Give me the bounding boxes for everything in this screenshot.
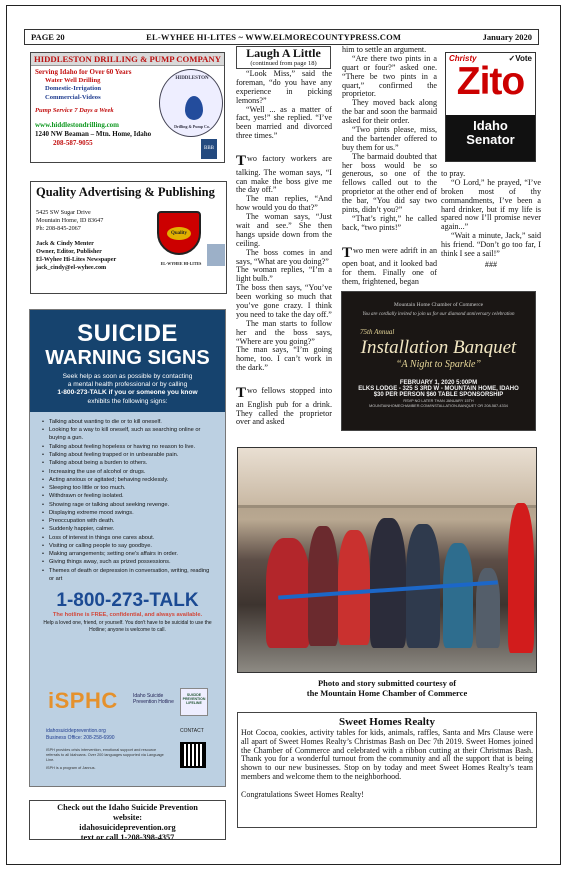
para-dropcap [342, 244, 437, 287]
bbb-badge-icon: BBB [201, 139, 217, 159]
warning-sign-item: • Acting anxious or agitated; behaving recklessly. [44, 476, 215, 484]
article-column-2 [342, 46, 437, 287]
ribbon-cutting-photo [237, 447, 537, 673]
issue-date: January 2020 [482, 32, 532, 42]
hiddleston-logo [159, 69, 223, 137]
newspaper-name: El-Wyhee Hi-Lites Newspaper [36, 256, 117, 264]
quality-address-2: Mountain Home, ID 83647 [36, 217, 104, 225]
banquet-price: $30 PER PERSON $60 TABLE SPONSORSHIP [373, 392, 504, 398]
intro-line-4: exhibits the following signs: [87, 397, 168, 405]
contact-logo: CONTACT [180, 728, 204, 734]
banquet-contact[interactable]: MOUNTAINHOMECHAMBER.COM/INSTALLATION-BANQUET OR 208-587-4334 [369, 404, 508, 408]
warning-sign-item: • Looking for a way to kill oneself, such as searching online or buying a gun. [44, 426, 215, 443]
sweet-homes-article [237, 712, 537, 828]
sweet-homes-congrats: Congratulations Sweet Homes Realty! [241, 789, 364, 799]
quality-advertising-ad [30, 181, 227, 294]
article-column-3 [441, 170, 541, 270]
caption-line-1: Photo and story submitted courtesy of [317, 678, 457, 688]
prevention-line-1: Check out the Idaho Suicide Prevention [57, 803, 198, 812]
service-pump: Pump Service 7 Days a Week [35, 107, 114, 115]
para: “That’s right,” he called back, “two pints!” [342, 213, 437, 232]
intro-line-2: a mental health professional or by calling [67, 381, 188, 389]
dropcap: T [236, 385, 247, 402]
publication-title: EL-WYHEE HI-LITES ~ WWW.ELMORECOUNTYPRESS.COM [146, 32, 402, 42]
prevention-box [29, 800, 226, 840]
banquet-subtitle: “A Night to Sparkle” [395, 359, 482, 370]
sweet-homes-body: Hot Cocoa, cookies, activity tables for kids, animals, raffles, Santa and Mrs Clause were all apart of Sweet Homes Realty’s Christmas Bash on Dec 7th 2019. Sweet Homes joined the Chamber of Commerce and celebrated with a ribbon cutting at their Christmas Bash. Thank you for a wonderful turnout from the community and all the support that is being shown to our new businesses. Stop on by today and meet Sweet Homes Realty’s team members and welcome them to the neighborhood. [241, 728, 533, 782]
page-number: PAGE 20 [31, 32, 65, 42]
quality-email[interactable]: jack_cindy@el-wyhee.com [36, 264, 107, 272]
para-text: wo factory workers are talking. The woman says, “I can make the boss give me the day off.” [236, 154, 332, 195]
para: “Well ... as a matter of fact, yes!” she replied. “I’ve been married and divorced three times.” [236, 104, 332, 141]
hiddleston-phone: 208-587-9055 [53, 138, 93, 147]
para-text: wo fellows stopped into an English pub for a drink. They called the proprietor over and asked [236, 386, 332, 427]
elwyhee-logo: EL-WYHEE HI-LITES [160, 261, 202, 266]
person [338, 530, 370, 645]
vote-check-icon: ✓Vote [508, 54, 532, 63]
hiddleston-website[interactable]: www.hiddlestondrilling.com [35, 120, 120, 129]
prevention-phone: text or call 1-208-398-4357 [80, 832, 175, 840]
para-dropcap [236, 387, 332, 427]
para: The woman replies, “I’m a light bulb.” [236, 265, 332, 284]
service-domestic: Domestic-Irrigation [45, 85, 102, 93]
banquet-location: ELKS LODGE - 325 S 3RD W - MOUNTAIN HOME, IDAHO [358, 386, 519, 392]
isphc-logo: iSPHC [48, 688, 118, 713]
laugh-heading-box [236, 46, 331, 69]
suicide-intro [34, 373, 221, 406]
sweet-homes-title: Sweet Homes Realty [339, 716, 435, 728]
hotline-number[interactable]: 1-800-273-TALK [56, 590, 199, 612]
santa [508, 503, 534, 653]
hiddleston-title: HIDDLESTON DRILLING & PUMP COMPANY [31, 53, 224, 66]
banquet-ad [341, 291, 536, 431]
para-dropcap [236, 155, 332, 195]
warning-sign-item: • Sleeping too little or too much. [44, 484, 215, 492]
para: The man starts to follow her and the boss says, “Where are you going?” [236, 318, 332, 346]
para: The man replies, “And how would you do that?” [236, 194, 332, 213]
quality-shield-icon [157, 211, 201, 255]
hiddleston-address: 1240 NW Beaman – Mtn. Home, Idaho [35, 129, 152, 138]
para-text: wo men were adrift in an open boat, and it looked bad for them. Finally one of them, frightened, began [342, 245, 437, 286]
isphc-fineprint [46, 748, 166, 771]
hotline-help: Help a loved one, friend, or yourself. You don't have to be suicidal to use the Hotline; anyone is welcome to call. [43, 620, 212, 633]
isphc-office: Business Office: 208-258-6990 [46, 734, 115, 741]
zito-firstname: Christy [449, 54, 477, 63]
para: “Two pints please, miss, and the bartender offered to buy them for us.” [342, 125, 437, 152]
para: to pray. [441, 169, 466, 178]
quality-phone: Ph: 208-845-2067 [36, 225, 81, 233]
intro-line-3: 1-800-273-TALK if you or someone you know [57, 389, 198, 397]
article-column-1 [236, 70, 332, 427]
warning-sign-item: • Showing rage or talking about seeking revenge. [44, 501, 215, 509]
laugh-continued: (continued from page 18) [250, 60, 317, 68]
warning-sign-item: • Preoccupation with death. [44, 517, 215, 525]
para: The woman says, “Just wait and see.” She then hangs upside down from the ceiling. [236, 212, 332, 248]
warning-signs-list [30, 412, 225, 583]
water-drop-icon [185, 96, 203, 120]
warning-sign-item: • Visiting or calling people to say goodbye. [44, 542, 215, 550]
zito-office: Senator [466, 131, 515, 147]
warning-sign-item: • Making arrangements; setting one's affairs in order. [44, 550, 215, 558]
prevention-line-2: website: [112, 812, 143, 822]
warning-sign-item: • Withdrawn or feeling isolated. [44, 492, 215, 500]
article-end: ### [484, 259, 498, 269]
banquet-date: FEBRUARY 1, 2020 5:00PM [399, 380, 478, 386]
hiddleston-ad [30, 52, 225, 163]
shield-label: Quality [167, 227, 191, 240]
photo-caption [237, 678, 537, 698]
page-header [24, 29, 539, 45]
warning-sign-item: • Suddenly happier, calmer. [44, 525, 215, 533]
para: The man says, “I’m going home, too. I can’t work in the dark.” [236, 345, 332, 373]
banquet-title: Installation Banquet [360, 337, 517, 358]
isphc-web [46, 728, 115, 741]
suicide-warning-ad [29, 309, 226, 787]
warning-sign-item: • Themes of death or depression in conversation, writing, reading or art [44, 567, 215, 584]
lifeline-logo: SUICIDE PREVENTION LIFELINE [180, 688, 208, 716]
warning-sign-item: • Displaying extreme mood swings. [44, 509, 215, 517]
para: him to settle an argument. [342, 45, 427, 54]
person [370, 518, 406, 648]
para: The boss then says, “You’ve been working so much that you’ve gone crazy. I think you need to take the day off.” [236, 283, 332, 319]
para: “Wait a minute, Jack,” said his friend. “Don’t go too far, I think I see a sail!” [441, 231, 541, 259]
banquet-invite: You are cordially invited to join us for our diamond anniversary celebration [362, 312, 515, 317]
service-water: Water Well Drilling [45, 76, 101, 84]
quality-title: Quality Advertising & Publishing [36, 185, 215, 199]
warning-sign-item: • Increasing the use of alcohol or drugs. [44, 468, 215, 476]
warning-signs-heading: WARNING SIGNS [45, 347, 210, 369]
dropcap: T [236, 153, 247, 170]
chamber-name: Mountain Home Chamber of Commerce [393, 302, 484, 308]
banquet-rsvp: RSVP NO LATER THAN JANUARY 15TH [403, 399, 474, 403]
para: “Look Miss,” said the foreman, “do you have any experience in picking lemons?” [236, 69, 332, 105]
hiddleston-tagline: Serving Idaho for Over 60 Years [35, 68, 132, 76]
qr-code-icon[interactable] [180, 742, 206, 768]
para: The boss comes in and says, “What are you doing?” [236, 247, 332, 266]
houses-icon [207, 244, 225, 266]
laugh-title: Laugh A Little [246, 46, 321, 60]
warning-sign-item: • Giving things away, such as prized possessions. [44, 558, 215, 566]
fineprint-2: ISPH is a program of Jannus. [46, 765, 96, 770]
zito-campaign-ad [445, 52, 536, 162]
logo-text: HIDDLESTON [175, 76, 209, 81]
dropcap: T [342, 244, 353, 261]
warning-sign-item: • Talking about feeling hopeless or having no reason to live. [44, 443, 215, 451]
logo-subtext: Drilling & Pump Co. [174, 124, 210, 129]
para: They moved back along the bar and soon the barmaid asked for their order. [342, 98, 437, 126]
isphc-website[interactable]: idahosuicideprevention.org [46, 728, 106, 734]
zito-state: Idaho [473, 118, 508, 133]
canopy-tent [238, 448, 536, 508]
isphc-name: Idaho Suicide Prevention Hotline [133, 693, 174, 705]
fineprint-1: ISPH provides crisis intervention, emotional support and resource referrals to all Idahoans. Over 200 languages supported via Language Line. [46, 748, 164, 762]
service-commercial: Commercial-Videos [45, 93, 101, 101]
para: The barmaid doubted that her boss would be so generous, so one of the fellows called out to the proprietor at the other end of the bar, “You did say two pints, didn’t you?” [342, 151, 437, 215]
quality-address-1: 5425 SW Sugar Drive [36, 209, 91, 216]
senator-bar [446, 115, 535, 161]
warning-sign-item: • Talking about feeling trapped or in unbearable pain. [44, 451, 215, 459]
person [443, 543, 473, 648]
owner-role: Owner, Editor, Publisher [36, 248, 102, 256]
banquet-annual: 75th Annual [360, 328, 395, 336]
owner-names: Jack & Cindy Menter [36, 240, 94, 248]
warning-sign-item: • Talking about being a burden to others. [44, 459, 215, 467]
prevention-website[interactable]: idahosuicideprevention.org [79, 822, 176, 832]
caption-line-2: the Mountain Home Chamber of Commerce [306, 688, 468, 699]
warning-sign-item: • Talking about wanting to die or to kill oneself. [44, 418, 215, 426]
intro-line-1: Seek help as soon as possible by contacting [62, 373, 193, 380]
para: “Are there two pints in a quart or four?” asked one. “There be two pints in a quart,” confirmed the proprietor. [342, 53, 437, 99]
para: “O Lord,” he prayed, “I’ve broken most of thy commandments, I’ve been a hard drinker, but if my life is spared now I’ll promise never again...” [441, 177, 541, 232]
person [308, 526, 338, 646]
warning-sign-item: • Loss of interest in things one cares about. [44, 534, 215, 542]
hotline-free: The hotline is FREE, confidential, and always available. [52, 612, 203, 619]
suicide-heading: SUICIDE [77, 320, 178, 347]
zito-name: Zito [456, 60, 525, 103]
